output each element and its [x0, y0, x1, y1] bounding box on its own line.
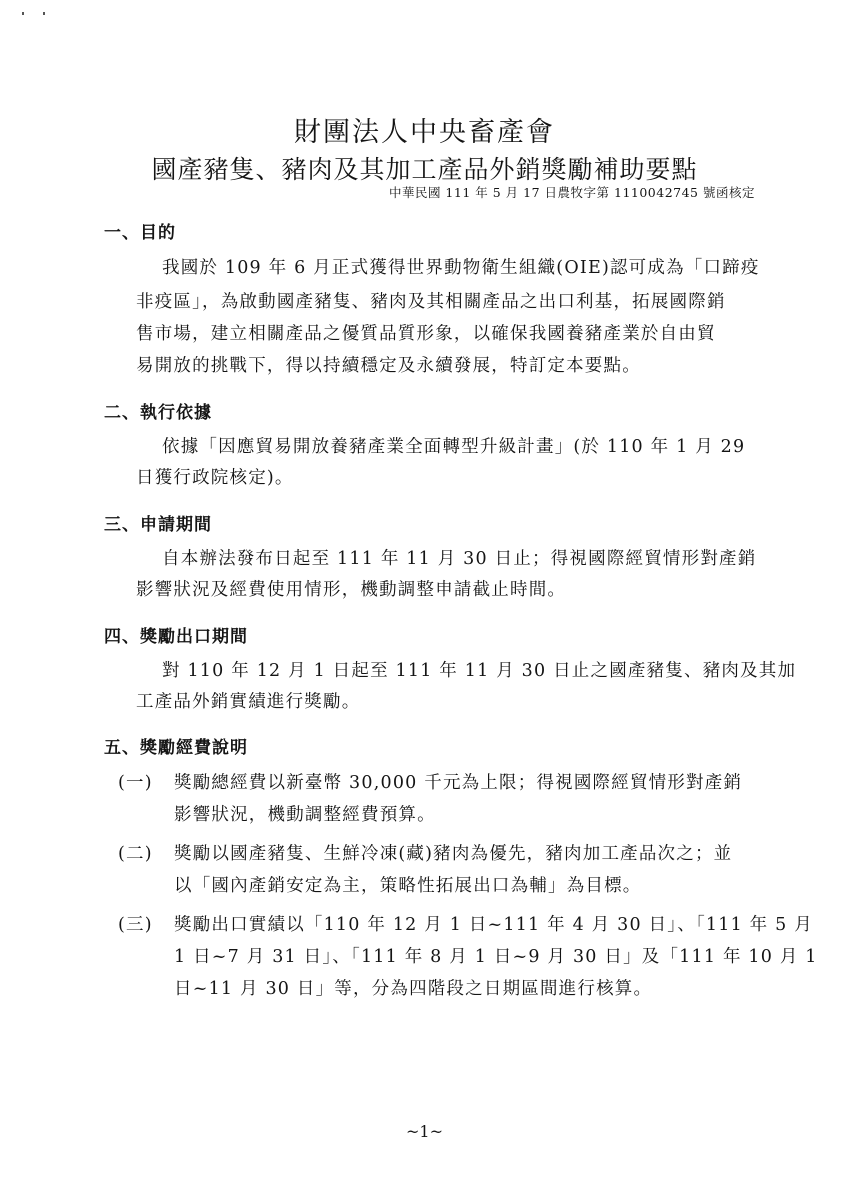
- section-heading-funding: 五、獎勵經費說明: [104, 738, 248, 758]
- section-heading-purpose: 一、目的: [104, 223, 176, 243]
- org-title: 財團法人中央畜產會: [294, 117, 555, 148]
- list-item-line: 獎勵以國產豬隻、生鮮冷凍(藏)豬肉為優先，豬肉加工產品次之；並: [174, 844, 733, 864]
- section-heading-period: 三、申請期間: [104, 515, 212, 535]
- paragraph-line: 日獲行政院核定)。: [136, 468, 294, 488]
- scan-mark: [22, 12, 24, 15]
- paragraph-line: 對 110 年 12 月 1 日起至 111 年 11 月 30 日止之國產豬隻、豬肉及其加: [162, 661, 797, 681]
- paragraph-line: 依據「因應貿易開放養豬產業全面轉型升級計畫」(於 110 年 1 月 29: [162, 437, 746, 457]
- paragraph-line: 我國於 109 年 6 月正式獲得世界動物衛生組織(OIE)認可成為「口蹄疫: [162, 258, 760, 278]
- list-item-line: 獎勵總經費以新臺幣 30,000 千元為上限；得視國際經貿情形對產銷: [174, 773, 743, 793]
- paragraph-line: 自本辦法發布日起至 111 年 11 月 30 日止；得視國際經貿情形對產銷: [162, 549, 757, 569]
- paragraph-line: 影響狀況及經費使用情形，機動調整申請截止時間。: [136, 580, 567, 600]
- list-item-line: 1 日~7 月 31 日」、「111 年 8 月 1 日~9 月 30 日」及「111 年 10 月 1: [174, 947, 818, 967]
- document-title: 國產豬隻、豬肉及其加工產品外銷獎勵補助要點: [151, 155, 698, 184]
- paragraph-line: 非疫區」，為啟動國產豬隻、豬肉及其相關產品之出口利基，拓展國際銷: [136, 292, 726, 312]
- section-heading-export-period: 四、獎勵出口期間: [104, 627, 248, 647]
- list-item-line: 以「國內產銷安定為主，策略性拓展出口為輔」為目標。: [174, 876, 642, 896]
- page-number: ~1~: [406, 1122, 443, 1141]
- paragraph-line: 易開放的挑戰下，得以持續穩定及永續發展，特訂定本要點。: [136, 356, 641, 376]
- approval-note: 中華民國 111 年 5 月 17 日農牧字第 1110042745 號函核定: [388, 185, 755, 200]
- list-item-label: (一): [118, 773, 153, 793]
- paragraph-line: 售市場，建立相關產品之優質品質形象，以確保我國養豬產業於自由貿: [136, 324, 716, 344]
- list-item-label: (三): [118, 915, 153, 935]
- list-item-label: (二): [118, 844, 153, 864]
- list-item-line: 獎勵出口實績以「110 年 12 月 1 日~111 年 4 月 30 日」、「111 年 5 月: [174, 915, 813, 935]
- scan-mark: [43, 12, 45, 15]
- paragraph-line: 工產品外銷實績進行獎勵。: [136, 692, 361, 712]
- list-item-line: 日~11 月 30 日」等，分為四階段之日期區間進行核算。: [174, 979, 653, 999]
- section-heading-basis: 二、執行依據: [104, 403, 212, 423]
- list-item-line: 影響狀況，機動調整經費預算。: [174, 805, 436, 825]
